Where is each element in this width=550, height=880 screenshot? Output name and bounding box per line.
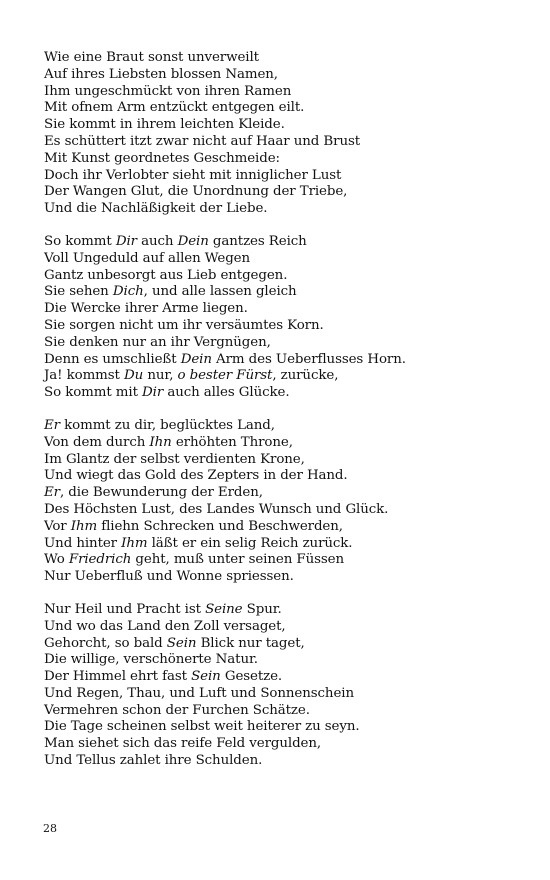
emphasized-text: Sein bbox=[191, 669, 221, 685]
poem-line bbox=[44, 703, 514, 720]
poem-line bbox=[44, 117, 514, 134]
poem-line bbox=[44, 335, 514, 352]
line-text: Voll Ungeduld auf allen Wegen bbox=[44, 250, 251, 266]
line-text: Und wiegt das Gold des Zepters in der Hand. bbox=[44, 468, 348, 484]
line-text: Sie denken nur an ihr Vergnügen, bbox=[44, 334, 271, 350]
poem-line bbox=[44, 435, 514, 452]
line-text: Im Glantz der selbst verdienten Krone, bbox=[44, 451, 305, 467]
page-number: 28 bbox=[43, 822, 57, 835]
line-text: Wo bbox=[44, 552, 69, 568]
emphasized-text: Ihn bbox=[149, 434, 172, 450]
line-text: Wie eine Braut sonst unverweilt bbox=[44, 50, 259, 65]
poem-line bbox=[44, 569, 514, 586]
line-text: Nur Ueberfluß und Wonne spriessen. bbox=[44, 569, 294, 585]
poem-line bbox=[44, 301, 514, 318]
line-text: auch bbox=[136, 233, 178, 249]
line-text: Arm des Ueberflusses Horn. bbox=[211, 351, 406, 367]
stanza bbox=[44, 602, 514, 770]
poem-line bbox=[44, 468, 514, 485]
line-text: Gesetze. bbox=[220, 669, 283, 685]
emphasized-text: Dir bbox=[142, 385, 164, 401]
poem-line bbox=[44, 184, 514, 201]
emphasized-text: Friedrich bbox=[68, 552, 132, 568]
emphasized-text: Ihm bbox=[70, 518, 98, 534]
line-text: gantzes Reich bbox=[208, 233, 307, 249]
line-text: Blick nur taget, bbox=[196, 635, 305, 651]
poem-line bbox=[44, 368, 514, 385]
poem-line bbox=[44, 318, 514, 335]
poem-line bbox=[44, 418, 514, 435]
line-text: kommt zu dir, beglücktes Land, bbox=[59, 417, 275, 433]
line-text: , die Bewunderung der Erden, bbox=[59, 485, 263, 501]
line-text: Sie kommt in ihrem leichten Kleide. bbox=[44, 117, 285, 133]
line-text: erhöhten Throne, bbox=[171, 434, 293, 450]
line-text: geht, muß unter seinen Füssen bbox=[131, 552, 344, 568]
line-text: Denn es umschließt bbox=[44, 351, 181, 367]
poem-line bbox=[44, 284, 514, 301]
emphasized-text: Dir bbox=[115, 233, 137, 249]
line-text: Und wo das Land den Zoll versaget, bbox=[44, 618, 286, 634]
poem-line bbox=[44, 84, 514, 101]
poem-line bbox=[44, 502, 514, 519]
line-text: Sie sorgen nicht um ihr versäumtes Korn. bbox=[44, 317, 324, 333]
line-text: Der Himmel ehrt fast bbox=[44, 669, 192, 685]
line-text: Gehorcht, so bald bbox=[44, 635, 167, 651]
poem-body bbox=[44, 50, 514, 786]
poem-line bbox=[44, 134, 514, 151]
poem-line bbox=[44, 100, 514, 117]
emphasized-text: o bester Fürst bbox=[177, 368, 273, 384]
poem-line bbox=[44, 719, 514, 736]
poem-line bbox=[44, 452, 514, 469]
poem-line bbox=[44, 669, 514, 686]
poem-line bbox=[44, 67, 514, 84]
line-text: Mit ofnem Arm entzückt entgegen eilt. bbox=[44, 100, 305, 116]
poem-line bbox=[44, 50, 514, 67]
emphasized-text: Du bbox=[123, 368, 144, 384]
line-text: Von dem durch bbox=[44, 434, 150, 450]
emphasized-text: Sein bbox=[166, 635, 197, 651]
line-text: , und alle lassen gleich bbox=[143, 284, 297, 300]
poem-line bbox=[44, 268, 514, 285]
line-text: So kommt mit bbox=[44, 385, 143, 401]
emphasized-text: Dein bbox=[180, 351, 212, 367]
poem-line bbox=[44, 686, 514, 703]
line-text: Ihm ungeschmückt von ihren Ramen bbox=[44, 83, 292, 99]
poem-line bbox=[44, 352, 514, 369]
emphasized-text: Dein bbox=[177, 233, 209, 249]
line-text: Man siehet sich das reife Feld vergulden, bbox=[44, 736, 322, 752]
emphasized-text: Ihm bbox=[121, 535, 148, 551]
poem-line bbox=[44, 385, 514, 402]
line-text: Doch ihr Verlobter sieht mit inniglicher Lust bbox=[44, 167, 342, 183]
poem-line bbox=[44, 602, 514, 619]
poem-line bbox=[44, 519, 514, 536]
line-text: Sie sehen bbox=[44, 284, 113, 300]
line-text: Des Höchsten Lust, des Landes Wunsch und Glück. bbox=[44, 501, 389, 517]
poem-line bbox=[44, 485, 514, 502]
line-text: Die Wercke ihrer Arme liegen. bbox=[44, 301, 248, 317]
line-text: Gantz unbesorgt aus Lieb entgegen. bbox=[44, 267, 288, 283]
line-text: Und die Nachläßigkeit der Liebe. bbox=[44, 201, 268, 217]
emphasized-text: Dich bbox=[112, 284, 144, 300]
line-text: Die willige, verschönerte Natur. bbox=[44, 652, 258, 668]
stanza bbox=[44, 234, 514, 402]
line-text: Und Tellus zahlet ihre Schulden. bbox=[44, 753, 263, 769]
line-text: Und hinter bbox=[44, 535, 122, 551]
line-text: So kommt bbox=[44, 233, 116, 249]
line-text: Die Tage scheinen selbst weit heiterer zu seyn. bbox=[44, 719, 360, 735]
emphasized-text: Er bbox=[44, 485, 60, 501]
poem-line bbox=[44, 234, 514, 251]
line-text: Der Wangen Glut, die Unordnung der Triebe, bbox=[44, 184, 348, 200]
line-text: Und Regen, Thau, und Luft und Sonnenschein bbox=[44, 685, 354, 701]
line-text: , zurücke, bbox=[272, 368, 339, 384]
poem-line bbox=[44, 652, 514, 669]
line-text: läßt er ein selig Reich zurück. bbox=[147, 535, 353, 551]
line-text: Vermehren schon der Furchen Schätze. bbox=[44, 702, 310, 718]
poem-line bbox=[44, 636, 514, 653]
poem-line bbox=[44, 753, 514, 770]
emphasized-text: Er bbox=[44, 417, 60, 433]
emphasized-text: Seine bbox=[205, 601, 243, 617]
stanza bbox=[44, 50, 514, 218]
poem-line bbox=[44, 168, 514, 185]
line-text: Ja! kommst bbox=[44, 368, 124, 384]
line-text: Auf ihres Liebsten blossen Namen, bbox=[44, 66, 278, 82]
poem-line bbox=[44, 151, 514, 168]
line-text: nur, bbox=[143, 368, 178, 384]
poem-line bbox=[44, 536, 514, 553]
line-text: fliehn Schrecken und Beschwerden, bbox=[97, 518, 343, 534]
poem-line bbox=[44, 552, 514, 569]
poem-line bbox=[44, 736, 514, 753]
stanza bbox=[44, 418, 514, 586]
line-text: Vor bbox=[44, 518, 71, 534]
poem-line bbox=[44, 251, 514, 268]
poem-line bbox=[44, 201, 514, 218]
line-text: Mit Kunst geordnetes Geschmeide: bbox=[44, 150, 280, 166]
line-text: Es schüttert itzt zwar nicht auf Haar und Brust bbox=[44, 133, 361, 149]
line-text: Spur. bbox=[242, 601, 282, 617]
line-text: auch alles Glücke. bbox=[163, 385, 290, 401]
line-text: Nur Heil und Pracht ist bbox=[44, 601, 206, 617]
poem-line bbox=[44, 619, 514, 636]
